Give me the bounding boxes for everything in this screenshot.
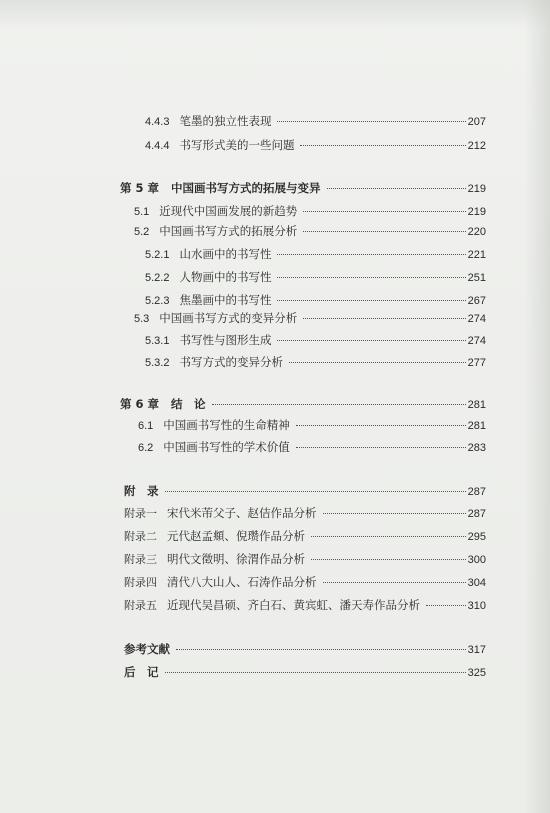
- toc-appendix[interactable]: [124, 484, 486, 499]
- toc-leader-dots: [165, 672, 466, 673]
- toc-entry-page: 274: [467, 313, 486, 325]
- toc-leader-dots: [277, 121, 465, 122]
- toc-entry[interactable]: [124, 575, 486, 590]
- toc-entry-number: 附录二: [124, 531, 157, 543]
- toc-leader-dots: [311, 559, 466, 560]
- toc-entry-number: 5.2.3: [145, 295, 170, 307]
- toc-entry-title: 笔墨的独立性表现: [179, 114, 272, 128]
- toc-leader-dots: [277, 277, 465, 278]
- toc-leader-dots: [311, 536, 466, 537]
- toc-leader-dots: [303, 231, 465, 232]
- toc-leader-dots: [303, 318, 465, 319]
- toc-entry-number: 5.3.2: [145, 357, 170, 369]
- toc-entry-page: 283: [467, 442, 486, 454]
- toc-entry-title: 中国画书写方式的拓展分析: [159, 224, 298, 238]
- toc-entry[interactable]: [124, 529, 486, 544]
- toc-entry-title: 参考文献: [124, 642, 170, 656]
- toc-entry-page: 274: [467, 335, 486, 347]
- toc-entry-page: 300: [467, 554, 486, 566]
- toc-entry-title: 中国画书写性的生命精神: [163, 418, 290, 432]
- toc-entry-page: 207: [467, 116, 486, 128]
- toc-entry-title: 中国画书写方式的拓展与变异: [171, 181, 321, 195]
- toc-afterword[interactable]: [124, 665, 486, 680]
- toc-entry[interactable]: [145, 138, 486, 153]
- toc-entry-title: 书写方式的变异分析: [179, 355, 283, 369]
- toc-entry[interactable]: [145, 270, 486, 285]
- toc-entry-page: 325: [467, 667, 486, 679]
- toc-entry-title: 中国画书写方式的变异分析: [159, 311, 298, 325]
- toc-entry-title: 书写形式美的一些问题: [179, 138, 295, 152]
- toc-entry-number: 6.2: [138, 442, 154, 454]
- toc-entry-title: 结 论: [171, 397, 206, 411]
- toc-entry-page: 251: [467, 272, 486, 284]
- toc-entry[interactable]: [145, 293, 486, 308]
- toc-entry-title: 焦墨画中的书写性: [179, 293, 272, 307]
- toc-entry-page: 317: [467, 644, 486, 656]
- toc-entry-number: 5.2.1: [145, 249, 170, 261]
- toc-entry-title: 清代八大山人、石涛作品分析: [167, 575, 317, 589]
- toc-entry-number: 第 6 章: [120, 397, 160, 411]
- toc-entry-title: 近现代中国画发展的新趋势: [159, 204, 298, 218]
- toc-entry-title: 后 记: [124, 665, 159, 679]
- toc-entry-page: 220: [467, 226, 486, 238]
- toc-entry[interactable]: [145, 355, 486, 370]
- toc-entry[interactable]: [138, 418, 486, 433]
- toc-entry-title: 明代文徵明、徐渭作品分析: [167, 552, 305, 566]
- toc-leader-dots: [277, 254, 465, 255]
- toc-entry-number: 附录一: [124, 508, 157, 520]
- toc-entry-page: 219: [467, 183, 486, 195]
- toc-references[interactable]: [124, 642, 486, 657]
- toc-entry-title: 山水画中的书写性: [179, 247, 272, 261]
- toc-leader-dots: [296, 447, 466, 448]
- toc-leader-dots: [323, 582, 466, 583]
- toc-entry-page: 287: [467, 508, 486, 520]
- toc-entry-number: 5.2: [134, 226, 150, 238]
- toc-leader-dots: [277, 340, 465, 341]
- toc-entry[interactable]: [145, 114, 486, 129]
- toc-leader-dots: [277, 300, 465, 301]
- toc-entry-number: 4.4.3: [145, 116, 170, 128]
- toc-entry-number: 4.4.4: [145, 140, 170, 152]
- toc-entry-page: 281: [467, 420, 486, 432]
- toc-leader-dots: [176, 649, 466, 650]
- toc-entry-page: 310: [467, 600, 486, 612]
- toc-leader-dots: [426, 605, 466, 606]
- toc-entry-page: 287: [467, 486, 486, 498]
- toc-leader-dots: [212, 404, 466, 405]
- toc-entry-number: 附录四: [124, 577, 157, 589]
- toc-chapter-6[interactable]: [120, 397, 486, 412]
- toc-entry[interactable]: [124, 506, 486, 521]
- toc-entry-page: 281: [467, 399, 486, 411]
- toc-leader-dots: [323, 513, 466, 514]
- toc-leader-dots: [289, 362, 466, 363]
- toc-leader-dots: [327, 188, 466, 189]
- toc-entry[interactable]: [145, 333, 486, 348]
- toc-entry-number: 5.3.1: [145, 335, 170, 347]
- toc-entry[interactable]: [145, 247, 486, 262]
- toc-entry[interactable]: [138, 440, 486, 455]
- toc-leader-dots: [303, 211, 465, 212]
- toc-entry[interactable]: [134, 204, 486, 219]
- toc-entry-number: 5.2.2: [145, 272, 170, 284]
- toc-entry[interactable]: [124, 552, 486, 567]
- toc-entry-page: 212: [467, 140, 486, 152]
- toc-leader-dots: [165, 491, 466, 492]
- toc-entry-title: 附 录: [124, 484, 159, 498]
- toc-entry-number: 附录五: [124, 600, 157, 612]
- toc-entry-number: 5.1: [134, 206, 150, 218]
- toc-entry-page: 221: [467, 249, 486, 261]
- toc-entry-page: 267: [467, 295, 486, 307]
- toc-leader-dots: [300, 145, 465, 146]
- toc-entry-title: 人物画中的书写性: [179, 270, 272, 284]
- toc-chapter-5[interactable]: [120, 181, 486, 196]
- toc-entry-page: 277: [467, 357, 486, 369]
- toc-entry-title: 书写性与图形生成: [179, 333, 272, 347]
- toc-entry[interactable]: [134, 311, 486, 326]
- toc-entry-number: 附录三: [124, 554, 157, 566]
- toc-entry-title: 近现代吴昌硕、齐白石、黄宾虹、潘天寿作品分析: [167, 598, 420, 612]
- toc-entry-title: 宋代米芾父子、赵佶作品分析: [167, 506, 317, 520]
- toc-entry-number: 6.1: [138, 420, 154, 432]
- toc-entry[interactable]: [124, 598, 486, 613]
- toc-entry-title: 中国画书写性的学术价值: [163, 440, 290, 454]
- toc-entry-number: 第 5 章: [120, 181, 160, 195]
- toc-leader-dots: [296, 425, 466, 426]
- toc-entry-page: 219: [467, 206, 486, 218]
- toc-entry-title: 元代赵孟頫、倪瓒作品分析: [167, 529, 305, 543]
- toc-entry-page: 304: [467, 577, 486, 589]
- toc-entry-number: 5.3: [134, 313, 150, 325]
- toc-entry[interactable]: [134, 224, 486, 239]
- toc-entry-page: 295: [467, 531, 486, 543]
